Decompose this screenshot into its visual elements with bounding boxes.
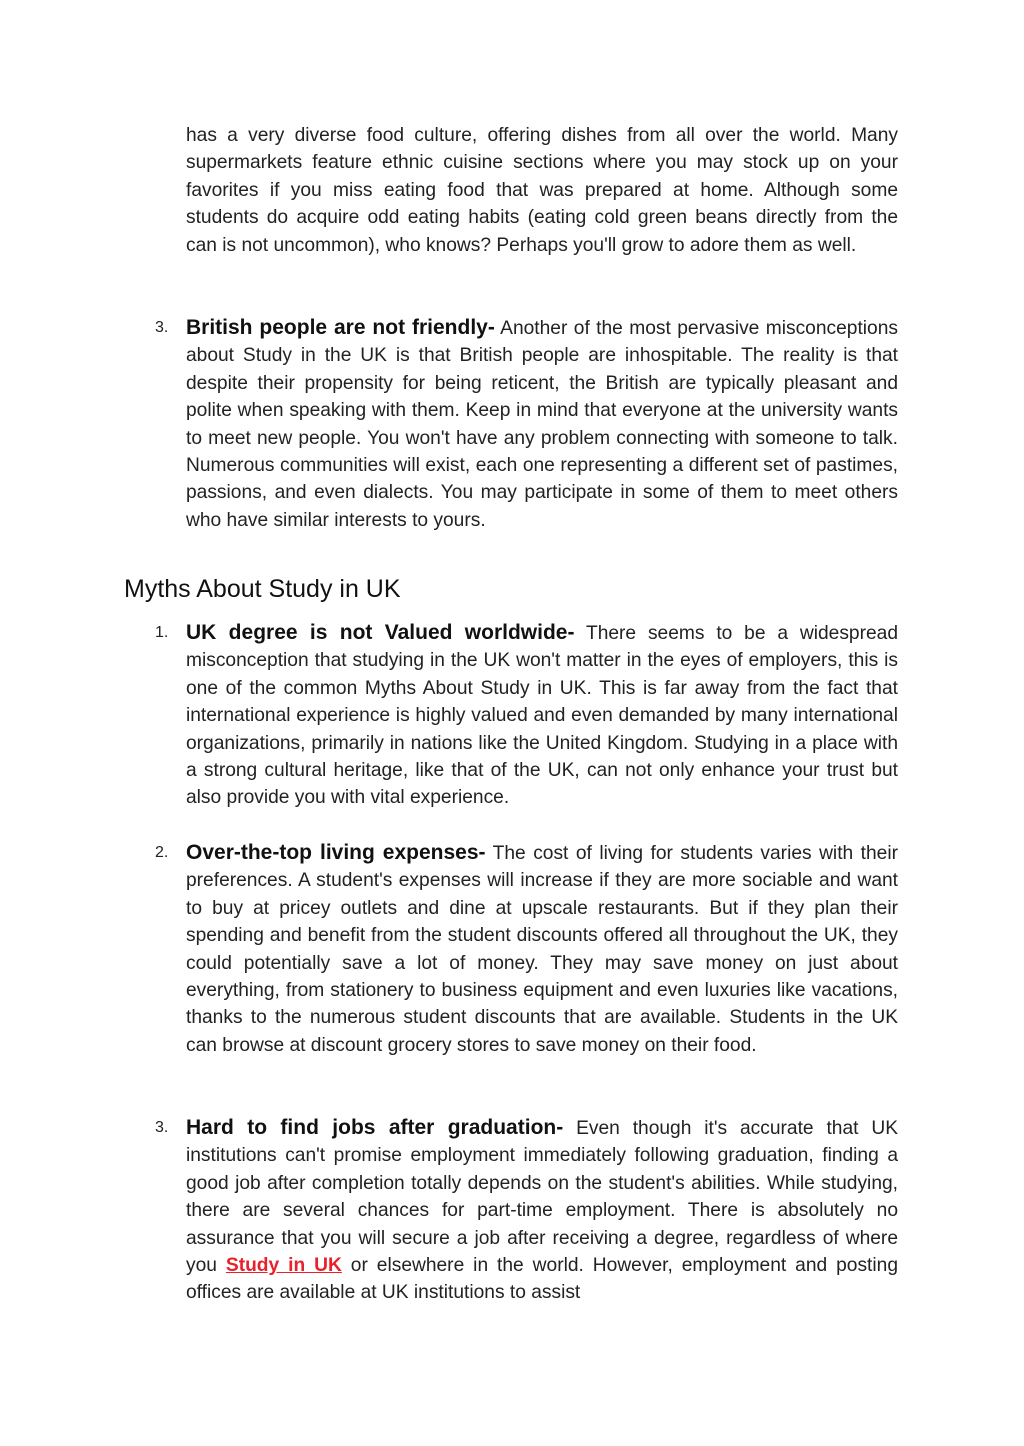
list-item-text: Even though it's accurate that UK institutions can't promise employment immediately following graduation, finding a good job after completion totally depends on the student's abilities. While studying, there are several chances for part-time employment. There is absolutely no assurance that you will secure a job after receiving a degree, regardless of where you xyxy=(186,1118,898,1277)
list-number: 2. xyxy=(155,844,169,861)
list-item-text: Another of the most pervasive misconceptions about Study in the UK is that British people are inhospitable. The reality is that despite their propensity for being reticent, the British are typically pleasant and polite when speaking with them. Keep in mind that everyone at the university wants to meet new people. You won't have any problem connecting with someone to talk. Numerous communities will exist, each one representing a different set of pastimes, passions, and even dialects. You may participate in some of them to meet others who have similar interests to yours. xyxy=(186,318,898,531)
list-number: 3. xyxy=(155,319,169,336)
intro-paragraph: has a very diverse food culture, offering dishes from all over the world. Many supermarkets feature ethnic cuisine sections where you may stock up on your favorites if you miss eating food that was prepared at home. Although some students do acquire odd eating habits (eating cold green beans directly from the can is not uncommon), who knows? Perhaps you'll grow to adore them as well. xyxy=(186,125,898,256)
list-item-lead: Over-the-top living expenses- xyxy=(186,841,486,864)
list-item-text: or elsewhere in the world. However, employment and posting offices are available at UK institutions to assist xyxy=(186,1255,898,1304)
study-in-uk-link[interactable]: Study in UK xyxy=(225,1255,342,1277)
list-item-body xyxy=(186,314,898,534)
list-item-text: There seems to be a widespread misconception that studying in the UK won't matter in the eyes of employers, this is one of the common Myths About Study in UK. This is far away from the fact that international experience is highly valued and even demanded by many international organizations, primarily in nations like the United Kingdom. Studying in a place with a strong cultural heritage, like that of the UK, can not only enhance your trust but also provide you with vital experience. xyxy=(186,623,898,809)
list-item-body xyxy=(186,839,898,1059)
list-number: 3. xyxy=(155,1119,169,1136)
section-heading: Myths About Study in UK xyxy=(124,575,401,603)
list-item-lead: UK degree is not Valued worldwide- xyxy=(186,621,575,644)
list-number: 1. xyxy=(155,624,169,641)
list-item-text: The cost of living for students varies with their preferences. A student's expenses will increase if they are more sociable and want to buy at pricey outlets and dine at upscale restaurants. But if they plan their spending and benefit from the student discounts offered all throughout the UK, they could potentially save a lot of money. They may save money on just about everything, from stationery to business equipment and even luxuries like vacations, thanks to the numerous student discounts that are available. Students in the UK can browse at discount grocery stores to save money on their food. xyxy=(186,843,899,1056)
list-item-lead: British people are not friendly- xyxy=(186,316,495,339)
list-item-body xyxy=(186,1114,898,1307)
list-item-body xyxy=(186,619,898,812)
list-item-lead: Hard to find jobs after graduation- xyxy=(186,1116,564,1139)
